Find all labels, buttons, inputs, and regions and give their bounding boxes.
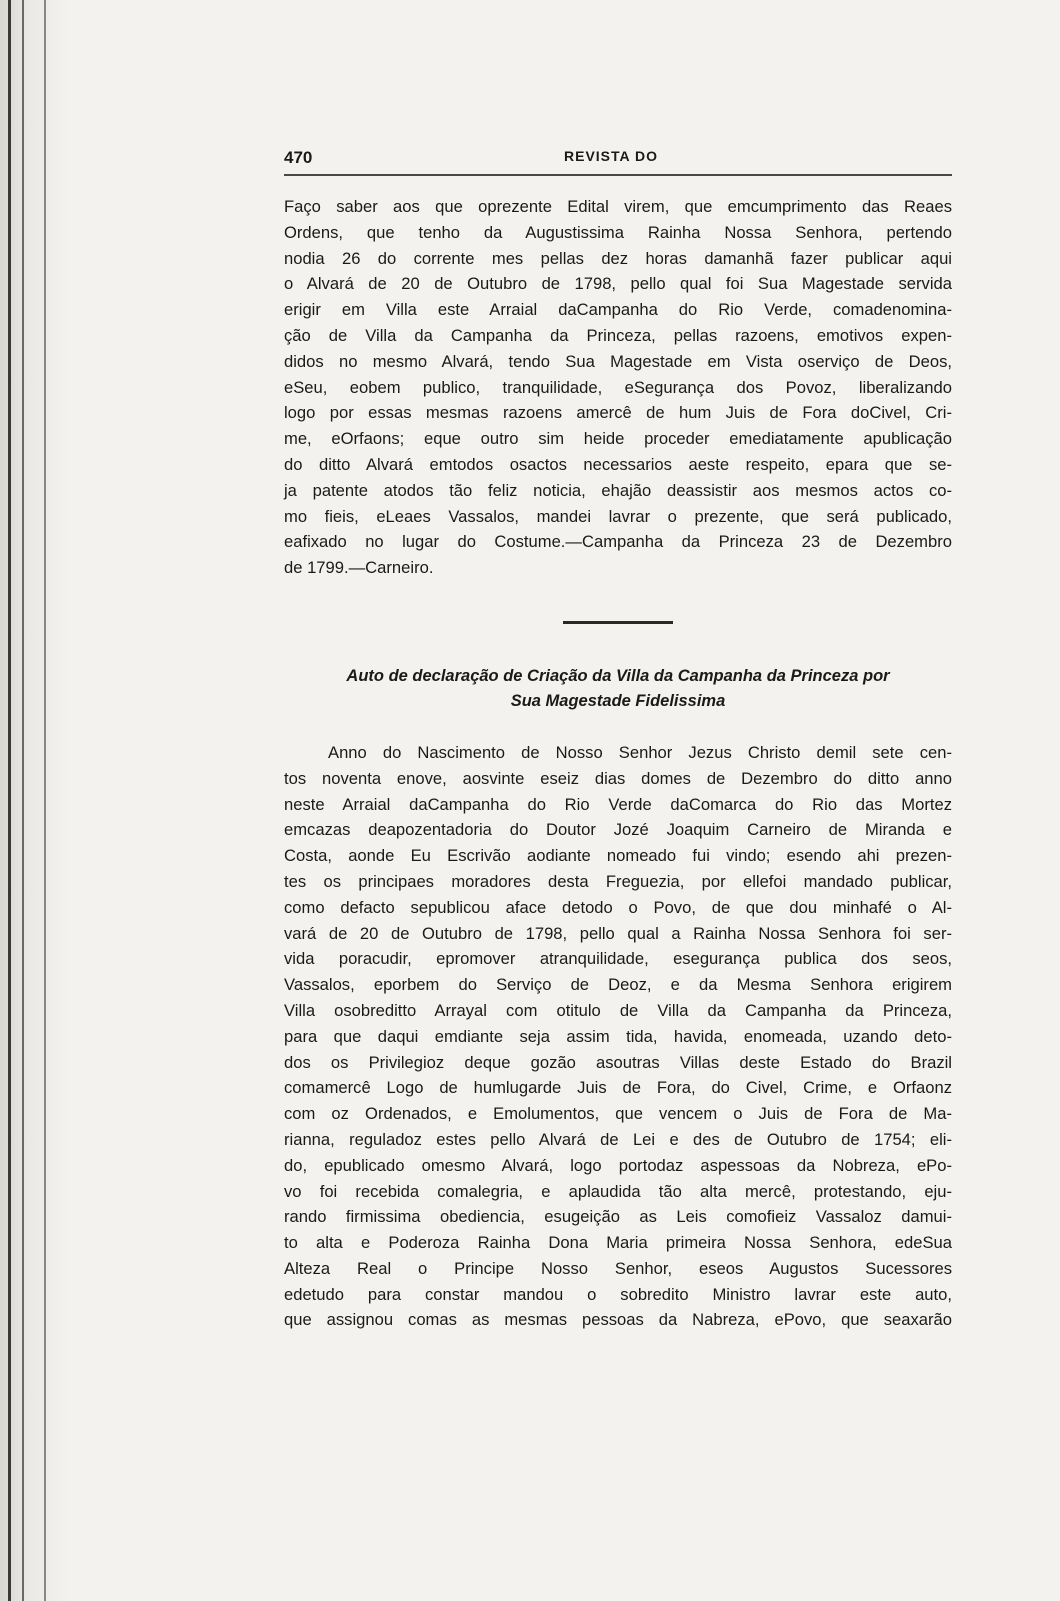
text-line: rando firmissima obediencia, esugeição as Leis comofieiz Vassaloz damui- — [284, 1207, 952, 1227]
text-line: eSeu, eobem publico, tranquilidade, eSegurança dos Povoz, liberalizando — [284, 377, 952, 397]
text-line: vida poracudir, epromover atranquilidade, esegurança publica dos seos, — [284, 949, 952, 969]
text-line: dos os Privilegioz deque gozão asoutras Villas deste Estado do Brazil — [284, 1052, 952, 1072]
text-line: como defacto sepublicou aface detodo o Povo, de que dou minhafé o Al- — [284, 897, 952, 917]
text-line: rianna, reguladoz estes pello Alvará de Lei e des de Outubro de 1754; eli- — [284, 1129, 952, 1149]
page-header — [284, 140, 952, 174]
section-title-line: Sua Magestade Fidelissima — [510, 691, 726, 710]
section-divider — [563, 621, 673, 624]
page-number: 470 — [284, 148, 313, 167]
text-line: com oz Ordenados, e Emolumentos, que vencem o Juis de Fora de Ma- — [284, 1104, 952, 1124]
text-line: to alta e Poderoza Rainha Dona Maria primeira Nossa Senhora, edeSua — [284, 1233, 952, 1253]
text-line: o Alvará de 20 de Outubro de 1798, pello qual foi Sua Magestade servida — [284, 274, 952, 294]
section-title-line: Auto de declaração de Criação da Villa da Campanha da Princeza por — [346, 666, 890, 685]
text-line: didos no mesmo Alvará, tendo Sua Magestade em Vista oserviço de Deos, — [284, 351, 952, 371]
text-line: mo fieis, eLeaes Vassalos, mandei lavrar o prezente, que será publicado, — [284, 506, 952, 526]
text-line: Villa osobreditto Arrayal com otitulo de Villa da Campanha da Princeza, — [284, 1000, 952, 1020]
text-line: vo foi recebida comalegria, e aplaudida tão alta mercê, protestando, eju- — [284, 1181, 952, 1201]
text-line: edetudo para constar mandou o sobredito Ministro lavrar este auto, — [284, 1284, 952, 1304]
text-line: do, epublicado omesmo Alvará, logo portodaz aspessoas da Nobreza, ePo- — [284, 1155, 952, 1175]
binding-edge-line — [44, 0, 46, 1601]
text-line: Ordens, que tenho da Augustissima Rainha Nossa Senhora, pertendo — [284, 222, 952, 242]
binding-edge-line — [22, 0, 24, 1601]
text-line: erigir em Villa este Arraial daCampanha do Rio Verde, comadenomina- — [284, 300, 952, 320]
section-title — [284, 664, 952, 714]
text-line: Vassalos, eporbem do Serviço de Deoz, e da Mesma Senhora erigirem — [284, 975, 952, 995]
text-line: neste Arraial daCampanha do Rio Verde daComarca do Rio das Mortez — [284, 794, 952, 814]
text-line: comamercê Logo de humlugarde Juis de Fora, do Civel, Crime, e Orfaonz — [284, 1078, 952, 1098]
text-line: emcazas deapozentadoria do Doutor Jozé Joaquim Carneiro de Miranda e — [284, 820, 952, 840]
text-line: eafixado no lugar do Costume.—Campanha da Princeza 23 de Dezembro — [284, 532, 952, 552]
text-line: Alteza Real o Principe Nosso Senhor, eseos Augustos Sucessores — [284, 1258, 952, 1278]
text-line: me, eOrfaons; eque outro sim heide proceder emediatamente apublicação — [284, 429, 952, 449]
text-line: Anno do Nascimento de Nosso Senhor Jezus Christo demil sete cen- — [328, 742, 952, 762]
text-line: do ditto Alvará emtodos osactos necessarios aeste respeito, epara que se- — [284, 454, 952, 474]
text-line: tes os principaes moradores desta Freguezia, por ellefoi mandado publicar, — [284, 871, 952, 891]
header-rule — [284, 174, 952, 176]
text-line: logo por essas mesmas razoens amercê de hum Juis de Fora doCivel, Cri- — [284, 403, 952, 423]
edital-paragraph — [284, 194, 952, 581]
text-line: Faço saber aos que oprezente Edital virem, que emcumprimento das Reaes — [284, 197, 952, 216]
running-head: REVISTA DO — [564, 148, 659, 164]
text-line: Costa, aonde Eu Escrivão aodiante nomeado fui vindo; esendo ahi prezen- — [284, 846, 952, 866]
text-line: nodia 26 do corrente mes pellas dez horas damanhã fazer publicar aqui — [284, 248, 952, 268]
text-line: para que daqui emdiante seja assim tida, havida, enomeada, uzando deto- — [284, 1026, 952, 1046]
binding-edge-line — [8, 0, 11, 1601]
auto-paragraph — [284, 740, 952, 1333]
book-page — [284, 140, 952, 1333]
text-line: ja patente atodos tão feliz noticia, ehajão deassistir aos mesmos actos co- — [284, 480, 952, 500]
text-line: que assignou comas as mesmas pessoas da Nabreza, ePovo, que seaxarão — [284, 1310, 952, 1330]
text-line: tos noventa enove, aosvinte eseiz dias domes de Dezembro do ditto anno — [284, 768, 952, 788]
text-line: de 1799.—Carneiro. — [284, 558, 434, 578]
text-line: ção de Villa da Campanha da Princeza, pellas razoens, emotivos expen- — [284, 325, 952, 345]
text-line: vará de 20 de Outubro de 1798, pello qual a Rainha Nossa Senhora foi ser- — [284, 923, 952, 943]
